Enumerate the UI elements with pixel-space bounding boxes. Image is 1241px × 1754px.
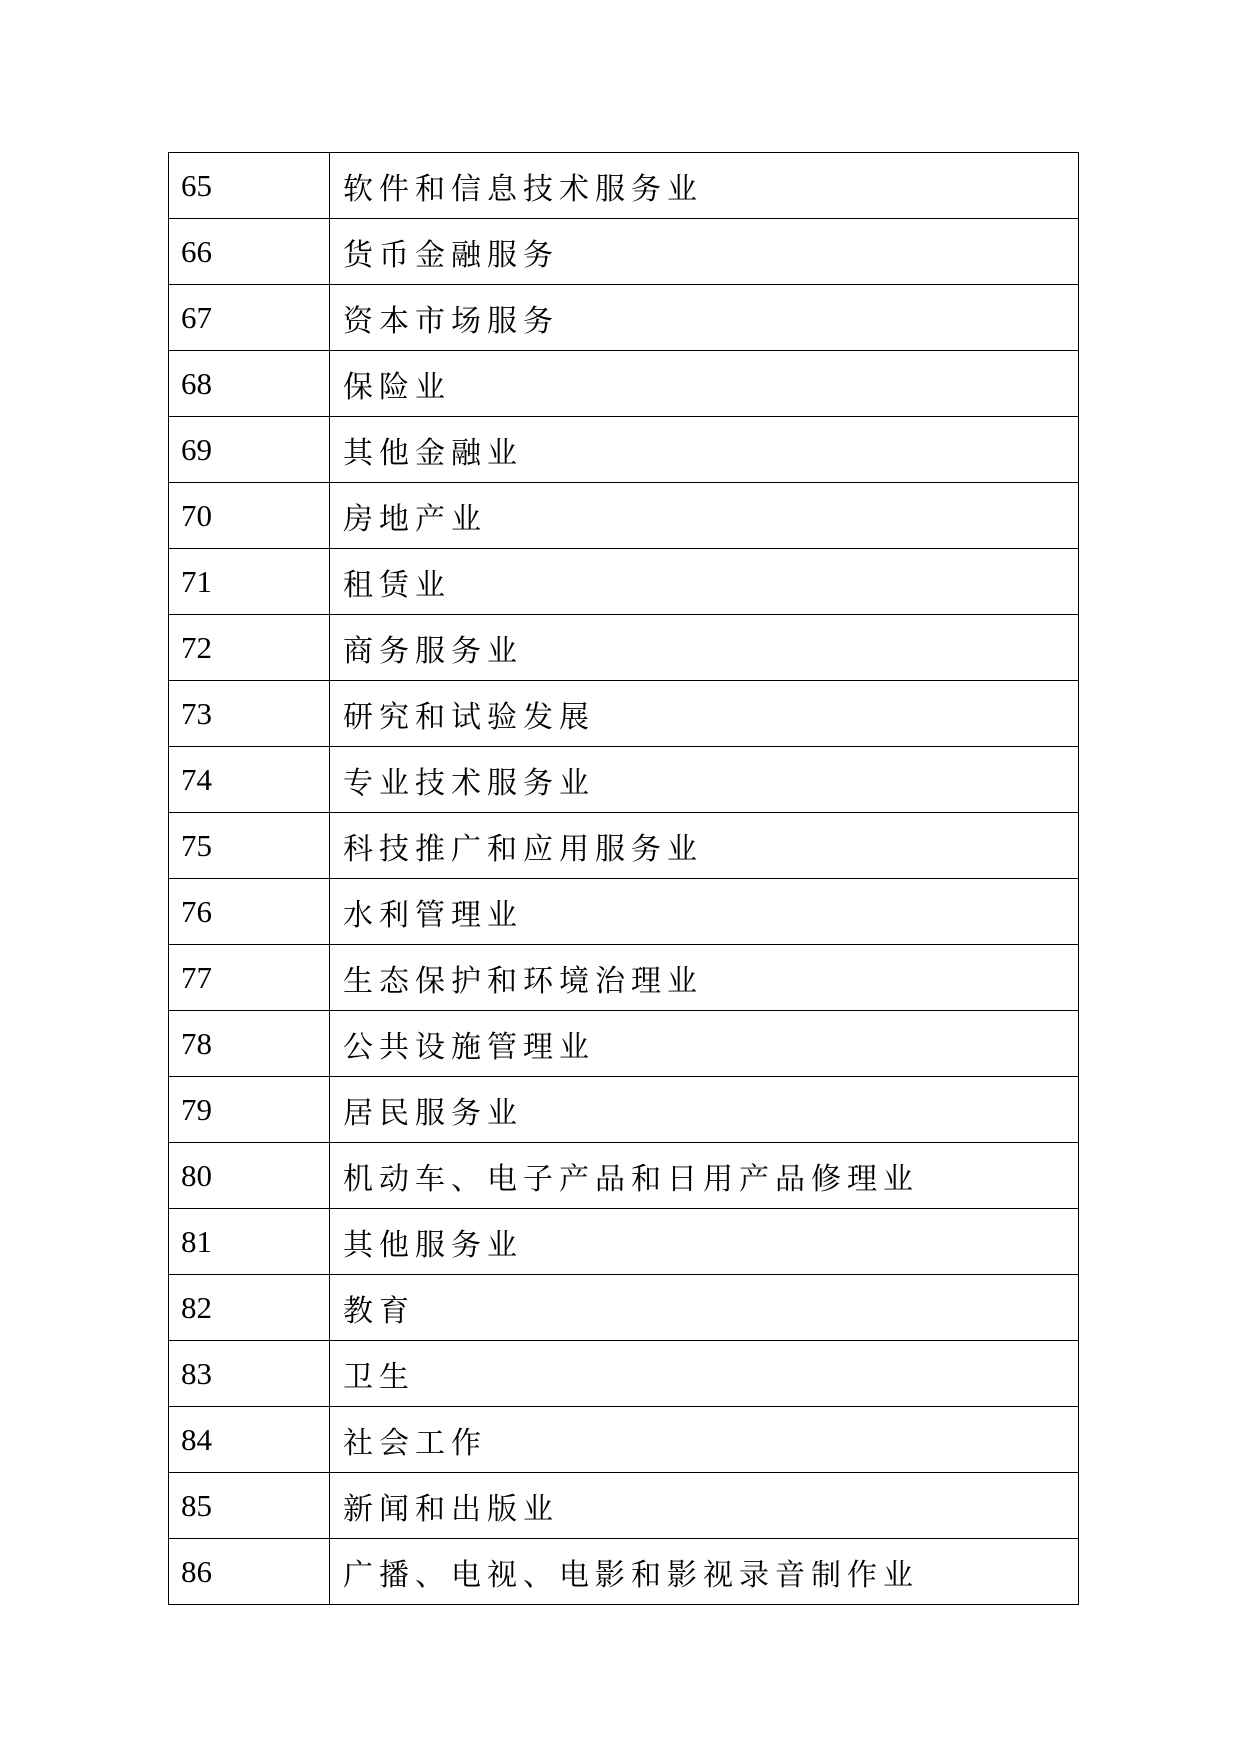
table-row — [169, 285, 1079, 351]
industry-name-cell: 其他金融业 — [330, 417, 1079, 483]
table-row — [169, 1209, 1079, 1275]
industry-code-cell: 68 — [169, 351, 330, 417]
industry-name-cell: 其他服务业 — [330, 1209, 1079, 1275]
industry-code-cell: 84 — [169, 1407, 330, 1473]
table-body — [169, 153, 1079, 1605]
industry-code-cell: 70 — [169, 483, 330, 549]
industry-name-cell: 租赁业 — [330, 549, 1079, 615]
industry-name-cell: 房地产业 — [330, 483, 1079, 549]
table-row — [169, 813, 1079, 879]
industry-code-cell: 81 — [169, 1209, 330, 1275]
industry-code-cell: 82 — [169, 1275, 330, 1341]
industry-code-cell: 74 — [169, 747, 330, 813]
industry-name-cell: 专业技术服务业 — [330, 747, 1079, 813]
table-row — [169, 747, 1079, 813]
table-row — [169, 1143, 1079, 1209]
industry-name-cell: 教育 — [330, 1275, 1079, 1341]
industry-code-cell: 80 — [169, 1143, 330, 1209]
industry-name-cell: 资本市场服务 — [330, 285, 1079, 351]
table-row — [169, 1407, 1079, 1473]
industry-code-cell: 73 — [169, 681, 330, 747]
industry-code-cell: 77 — [169, 945, 330, 1011]
table-row — [169, 1473, 1079, 1539]
industry-code-cell: 67 — [169, 285, 330, 351]
industry-code-cell: 71 — [169, 549, 330, 615]
industry-code-cell: 72 — [169, 615, 330, 681]
table-row — [169, 549, 1079, 615]
industry-code-cell: 75 — [169, 813, 330, 879]
industry-code-cell: 65 — [169, 153, 330, 219]
industry-code-cell: 66 — [169, 219, 330, 285]
industry-name-cell: 研究和试验发展 — [330, 681, 1079, 747]
table-row — [169, 483, 1079, 549]
industry-code-table — [168, 152, 1079, 1605]
table-row — [169, 351, 1079, 417]
table-row — [169, 615, 1079, 681]
table-row — [169, 153, 1079, 219]
industry-code-cell: 69 — [169, 417, 330, 483]
industry-name-cell: 水利管理业 — [330, 879, 1079, 945]
table-row — [169, 879, 1079, 945]
industry-name-cell: 新闻和出版业 — [330, 1473, 1079, 1539]
industry-code-cell: 78 — [169, 1011, 330, 1077]
industry-name-cell: 生态保护和环境治理业 — [330, 945, 1079, 1011]
industry-name-cell: 货币金融服务 — [330, 219, 1079, 285]
industry-name-cell: 卫生 — [330, 1341, 1079, 1407]
industry-name-cell: 保险业 — [330, 351, 1079, 417]
table-row — [169, 681, 1079, 747]
table-row — [169, 1275, 1079, 1341]
table-row — [169, 945, 1079, 1011]
table-row — [169, 219, 1079, 285]
industry-code-cell: 85 — [169, 1473, 330, 1539]
industry-name-cell: 社会工作 — [330, 1407, 1079, 1473]
industry-name-cell: 商务服务业 — [330, 615, 1079, 681]
industry-code-cell: 83 — [169, 1341, 330, 1407]
table-row — [169, 1341, 1079, 1407]
industry-code-cell: 76 — [169, 879, 330, 945]
table-row — [169, 417, 1079, 483]
industry-name-cell: 广播、电视、电影和影视录音制作业 — [330, 1539, 1079, 1605]
industry-name-cell: 居民服务业 — [330, 1077, 1079, 1143]
industry-name-cell: 公共设施管理业 — [330, 1011, 1079, 1077]
industry-code-cell: 79 — [169, 1077, 330, 1143]
industry-name-cell: 科技推广和应用服务业 — [330, 813, 1079, 879]
table-row — [169, 1077, 1079, 1143]
industry-name-cell: 机动车、电子产品和日用产品修理业 — [330, 1143, 1079, 1209]
table-row — [169, 1011, 1079, 1077]
table-row — [169, 1539, 1079, 1605]
industry-name-cell: 软件和信息技术服务业 — [330, 153, 1079, 219]
industry-code-cell: 86 — [169, 1539, 330, 1605]
